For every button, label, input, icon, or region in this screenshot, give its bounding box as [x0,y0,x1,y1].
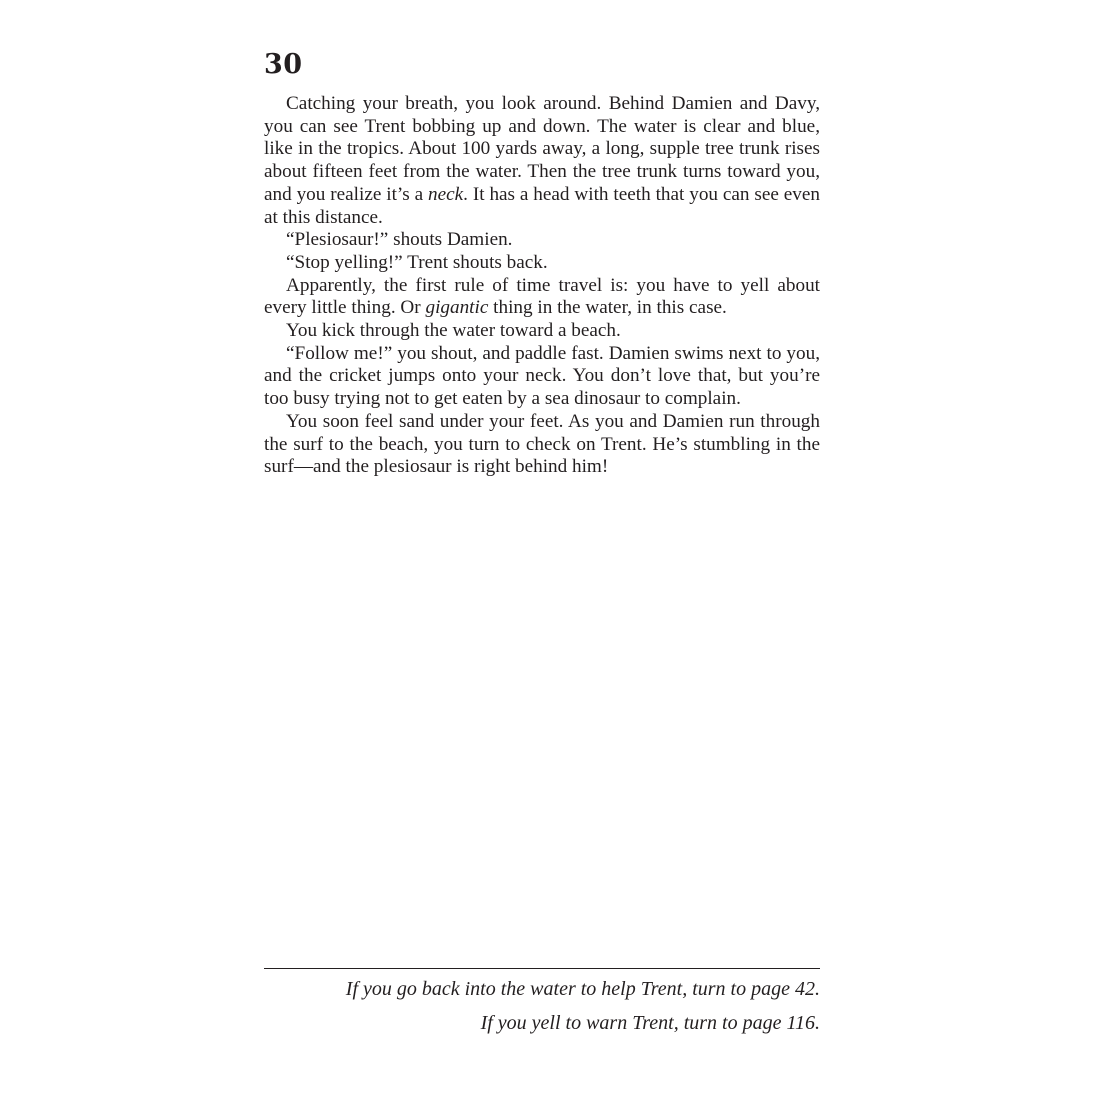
text-segment: “Follow me!” you shout, and paddle fast. Damien swims next to you, and the cricket jumps onto your neck. You don’t love that, but you’re too busy trying not to get eaten by a sea dinosaur to complain. [264,342,820,410]
text-segment: “Plesiosaur!” shouts Damien. [286,229,513,251]
choice-help-trent[interactable]: If you go back into the water to help Trent, turn to page 42. [345,978,820,1000]
text-segment: “Stop yelling!” Trent shouts back. [286,251,548,273]
text-segment: thing in the water, in this case. [488,297,727,319]
emphasis-text: neck [428,183,464,205]
choices [264,977,820,1045]
book-page [264,46,820,1056]
paragraph [264,411,820,479]
paragraph [264,93,820,229]
text-segment: Catching your breath, you look around. Behind Damien and Davy, you can see Trent bobbing up and down. The water is clear and blue, like in the tropics. About 100 yards away, a long, supple tree trunk rises about fifteen feet from the water. Then the tree trunk turns toward you, and you realize it’s a [264,93,820,205]
paragraph [264,343,820,411]
paragraph [264,229,820,252]
story-text [264,93,820,479]
choice-warn-trent[interactable]: If you yell to warn Trent, turn to page 116. [480,1012,820,1034]
text-segment: You kick through the water toward a beach. [286,320,621,342]
text-segment: . It has a head with teeth that you can see even at this distance. [264,183,820,228]
choices-divider [264,968,820,969]
paragraph [264,320,820,343]
emphasis-text: gigantic [425,297,489,319]
page-number: 30 [264,49,303,80]
text-segment: Apparently, the first rule of time travel is: you have to yell about every little thing. Or [264,274,820,319]
paragraph [264,252,820,275]
paragraph [264,275,820,320]
text-segment: You soon feel sand under your feet. As you and Damien run through the surf to the beach, you turn to check on Trent. He’s stumbling in the surf—and the plesiosaur is right behind him! [264,410,820,478]
